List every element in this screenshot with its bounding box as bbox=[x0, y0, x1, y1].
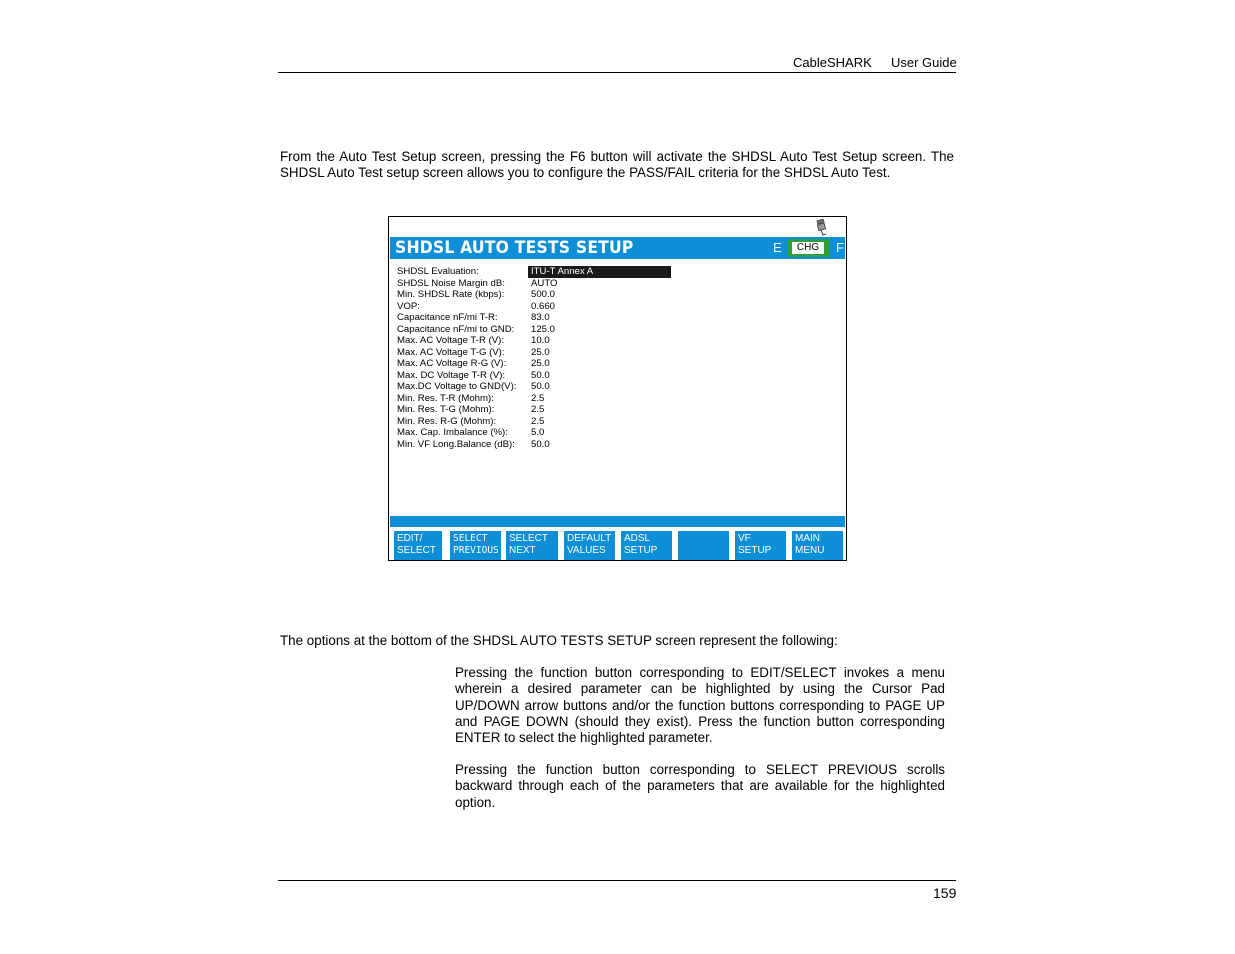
param-label: SHDSL Noise Margin dB: bbox=[397, 277, 505, 289]
plug-icon bbox=[814, 219, 830, 236]
select-previous-description: Pressing the function button corresponding to SELECT PREVIOUS scrolls backward through each of the parameters that are available for the highlighted option. bbox=[455, 762, 945, 810]
header-doc-title: User Guide bbox=[891, 55, 957, 70]
param-label: Min. VF Long.Balance (dB): bbox=[397, 438, 515, 450]
param-label: Min. SHDSL Rate (kbps): bbox=[397, 289, 505, 300]
param-value[interactable]: 83.0 bbox=[531, 312, 550, 323]
fkey-line2: PREVIOUS bbox=[453, 545, 499, 556]
param-value[interactable]: 10.0 bbox=[531, 335, 550, 346]
chg-indicator bbox=[788, 239, 830, 257]
param-value[interactable]: 50.0 bbox=[531, 381, 550, 392]
param-label: Max. DC Voltage T-R (V): bbox=[397, 369, 506, 381]
device-screen bbox=[388, 216, 847, 561]
e-indicator: E bbox=[773, 240, 782, 255]
title-bar bbox=[390, 237, 845, 259]
param-label: Max. AC Voltage T-R (V): bbox=[397, 335, 504, 346]
status-bar bbox=[390, 516, 845, 527]
fkey-line1: ADSL bbox=[624, 533, 651, 544]
param-value-selected[interactable]: ITU-T Annex A bbox=[528, 266, 671, 278]
param-label: Max. AC Voltage R-G (V): bbox=[397, 358, 507, 369]
param-value[interactable]: 25.0 bbox=[531, 346, 550, 358]
fkey-line1: SELECT bbox=[453, 533, 488, 544]
param-label: Max. AC Voltage T-G (V): bbox=[397, 346, 505, 358]
footer-rule bbox=[278, 880, 956, 881]
param-label: Capacitance nF/mi to GND: bbox=[397, 323, 515, 335]
screen-title: SHDSL AUTO TESTS SETUP bbox=[395, 238, 634, 258]
param-value[interactable]: 50.0 bbox=[531, 369, 550, 381]
param-value[interactable]: 50.0 bbox=[531, 438, 550, 450]
adsl-setup-button[interactable] bbox=[621, 531, 672, 560]
fkey-line2: SETUP bbox=[624, 545, 658, 556]
param-label: Min. Res. T-G (Mohm): bbox=[397, 404, 495, 415]
fkey-line2: VALUES bbox=[567, 545, 606, 556]
fkey-line1: VF bbox=[738, 533, 751, 544]
param-label: Min. Res. T-R (Mohm): bbox=[397, 392, 494, 404]
param-value[interactable]: 125.0 bbox=[531, 323, 556, 335]
edit-select-description: Pressing the function button corresponding to EDIT/SELECT invokes a menu wherein a desired parameter can be highlighted by using the Cursor Pad UP/DOWN arrow buttons and/or the function buttons corresponding to PAGE UP and PAGE DOWN (should they exist). Press the function button corresponding ENTER to select the highlighted parameter. bbox=[455, 665, 945, 746]
edit-select-button[interactable] bbox=[394, 531, 442, 560]
select-previous-button[interactable] bbox=[450, 531, 501, 560]
param-label: Max.DC Voltage to GND(V): bbox=[397, 381, 517, 392]
main-menu-button[interactable] bbox=[792, 531, 843, 560]
fkey-line1: SELECT bbox=[509, 533, 548, 544]
page-number: 159 bbox=[933, 885, 957, 901]
fkey-line2: SETUP bbox=[738, 545, 772, 556]
header-product: CableSHARK bbox=[793, 55, 872, 70]
blank-function-button[interactable] bbox=[678, 531, 729, 560]
fkey-line1: MAIN bbox=[795, 533, 820, 544]
fkey-line1: DEFAULT bbox=[567, 533, 612, 544]
intro-paragraph: From the Auto Test Setup screen, pressing the F6 button will activate the SHDSL Auto Test Setup screen. The SHDSL Auto Test setup screen allows you to configure the PASS/FAIL criteria for the SHDSL Auto Test. bbox=[280, 149, 954, 181]
chg-label: CHG bbox=[792, 242, 824, 254]
param-value[interactable]: AUTO bbox=[531, 277, 558, 289]
header-rule bbox=[278, 72, 956, 73]
options-intro: The options at the bottom of the SHDSL AUTO TESTS SETUP screen represent the following: bbox=[280, 633, 838, 648]
fkey-line2: MENU bbox=[795, 545, 825, 556]
param-label: Max. Cap. Imbalance (%): bbox=[397, 427, 508, 438]
fkey-line2: SELECT bbox=[397, 545, 436, 556]
param-value[interactable]: 2.5 bbox=[531, 415, 545, 427]
param-value[interactable]: 500.0 bbox=[531, 289, 556, 300]
param-label: Capacitance nF/mi T-R: bbox=[397, 312, 498, 323]
param-label: VOP: bbox=[397, 300, 420, 312]
function-key-bar bbox=[390, 531, 845, 561]
param-value[interactable]: 2.5 bbox=[531, 392, 545, 404]
fkey-line1: EDIT/ bbox=[397, 533, 423, 544]
param-label: Min. Res. R-G (Mohm): bbox=[397, 415, 497, 427]
default-values-button[interactable] bbox=[564, 531, 615, 560]
param-value[interactable]: 25.0 bbox=[531, 358, 550, 369]
fkey-line2: NEXT bbox=[509, 545, 536, 556]
param-value[interactable]: 0.660 bbox=[531, 300, 556, 312]
select-next-button[interactable] bbox=[506, 531, 558, 560]
param-value[interactable]: 5.0 bbox=[531, 427, 545, 438]
vf-setup-button[interactable] bbox=[735, 531, 786, 560]
param-label: SHDSL Evaluation: bbox=[397, 266, 479, 277]
f-indicator: F bbox=[836, 240, 844, 255]
param-value[interactable]: 2.5 bbox=[531, 404, 545, 415]
